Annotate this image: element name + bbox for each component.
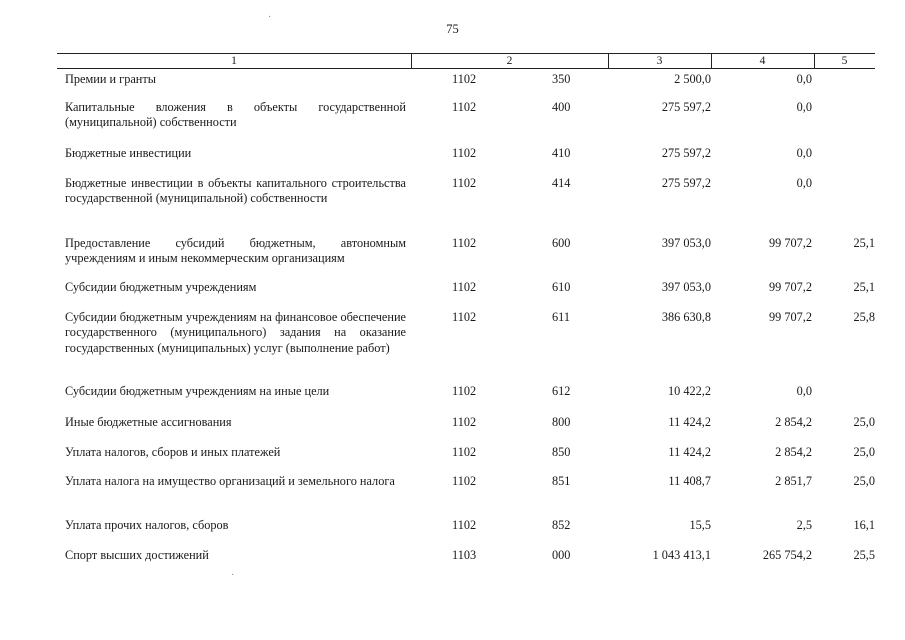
row-code: 1102 xyxy=(452,280,477,294)
row-type: 410 xyxy=(552,146,571,160)
row-code: 1102 xyxy=(452,518,477,532)
row-code: 1102 xyxy=(452,474,477,488)
header-top-rule xyxy=(57,53,875,54)
row-type: 851 xyxy=(552,474,571,488)
row-plan: 11 424,2 xyxy=(668,445,711,459)
row-pct: 25,0 xyxy=(853,474,875,488)
row-exec: 99 707,2 xyxy=(768,236,812,250)
row-type: 610 xyxy=(552,280,571,294)
row-code: 1102 xyxy=(452,72,477,86)
row-pct: 25,0 xyxy=(853,445,875,459)
row-name: Премии и гранты xyxy=(65,72,157,86)
column-header-1: 1 xyxy=(231,55,237,67)
row-type: 600 xyxy=(552,236,571,250)
row-code: 1102 xyxy=(452,146,477,160)
row-code: 1103 xyxy=(452,548,477,562)
row-exec: 0,0 xyxy=(796,384,812,398)
row-plan: 275 597,2 xyxy=(661,146,711,160)
row-name: Бюджетные инвестиции xyxy=(65,146,192,160)
row-exec: 2 851,7 xyxy=(775,474,812,488)
row-name: Спорт высших достижений xyxy=(65,548,209,562)
column-header-3: 3 xyxy=(656,55,663,67)
row-type: 400 xyxy=(552,100,571,114)
row-name: Уплата прочих налогов, сборов xyxy=(65,518,229,532)
row-code: 1102 xyxy=(452,236,477,250)
row-name: Капитальные вложения в объекты государственной (муниципальной) собственности xyxy=(65,100,406,130)
row-name: Иные бюджетные ассигнования xyxy=(65,415,232,429)
row-plan: 397 053,0 xyxy=(661,280,711,294)
row-exec: 265 754,2 xyxy=(762,548,812,562)
row-type: 612 xyxy=(552,384,571,398)
row-exec: 0,0 xyxy=(796,176,812,190)
row-name: Субсидии бюджетным учреждениям на иные цели xyxy=(65,384,330,398)
row-code: 1102 xyxy=(452,415,477,429)
row-type: 850 xyxy=(552,445,571,459)
row-pct: 16,1 xyxy=(853,518,875,532)
row-plan: 275 597,2 xyxy=(661,100,711,114)
column-header-2: 2 xyxy=(506,55,513,67)
row-pct: 25,1 xyxy=(853,236,875,250)
row-exec: 2,5 xyxy=(796,518,812,532)
row-type: 414 xyxy=(552,176,571,190)
row-code: 1102 xyxy=(452,100,477,114)
row-plan: 15,5 xyxy=(689,518,711,532)
row-exec: 0,0 xyxy=(796,146,812,160)
row-exec: 0,0 xyxy=(796,100,812,114)
row-plan: 11 408,7 xyxy=(668,474,711,488)
row-plan: 386 630,8 xyxy=(661,310,711,324)
row-plan: 2 500,0 xyxy=(674,72,711,86)
row-type: 000 xyxy=(552,548,571,562)
row-type: 350 xyxy=(552,72,571,86)
row-exec: 0,0 xyxy=(796,72,812,86)
row-plan: 397 053,0 xyxy=(661,236,711,250)
row-code: 1102 xyxy=(452,176,477,190)
scan-mark: · xyxy=(231,570,235,581)
header-bottom-rule xyxy=(57,68,875,69)
row-type: 800 xyxy=(552,415,571,429)
row-name: Субсидии бюджетным учреждениям xyxy=(65,280,257,294)
row-exec: 2 854,2 xyxy=(775,445,812,459)
row-name: Субсидии бюджетным учреждениям на финансовое обеспечение государственного (муниципального) задания на оказание государственных (муниципальных) услуг (выполнение работ) xyxy=(65,310,406,355)
column-header-4: 4 xyxy=(759,55,766,67)
row-name: Предоставление субсидий бюджетным, автономным учреждениям и иным некоммерческим организациям xyxy=(65,236,406,266)
row-type: 611 xyxy=(552,310,570,324)
row-exec: 2 854,2 xyxy=(775,415,812,429)
row-name: Уплата налога на имущество организаций и земельного налога xyxy=(65,474,395,488)
row-code: 1102 xyxy=(452,384,477,398)
row-plan: 275 597,2 xyxy=(661,176,711,190)
row-pct: 25,0 xyxy=(853,415,875,429)
row-code: 1102 xyxy=(452,310,477,324)
row-plan: 11 424,2 xyxy=(668,415,711,429)
row-type: 852 xyxy=(552,518,571,532)
row-pct: 25,8 xyxy=(853,310,875,324)
row-exec: 99 707,2 xyxy=(768,310,812,324)
scan-mark: · xyxy=(268,12,272,23)
row-plan: 10 422,2 xyxy=(667,384,711,398)
row-code: 1102 xyxy=(452,445,477,459)
row-name: Уплата налогов, сборов и иных платежей xyxy=(65,445,281,459)
row-exec: 99 707,2 xyxy=(768,280,812,294)
row-pct: 25,1 xyxy=(853,280,875,294)
page-number: 75 xyxy=(446,22,459,36)
column-header-5: 5 xyxy=(841,55,848,67)
row-plan: 1 043 413,1 xyxy=(652,548,711,562)
row-pct: 25,5 xyxy=(853,548,875,562)
row-name: Бюджетные инвестиции в объекты капитального строительства государственной (муниципальной) собственности xyxy=(65,176,406,206)
